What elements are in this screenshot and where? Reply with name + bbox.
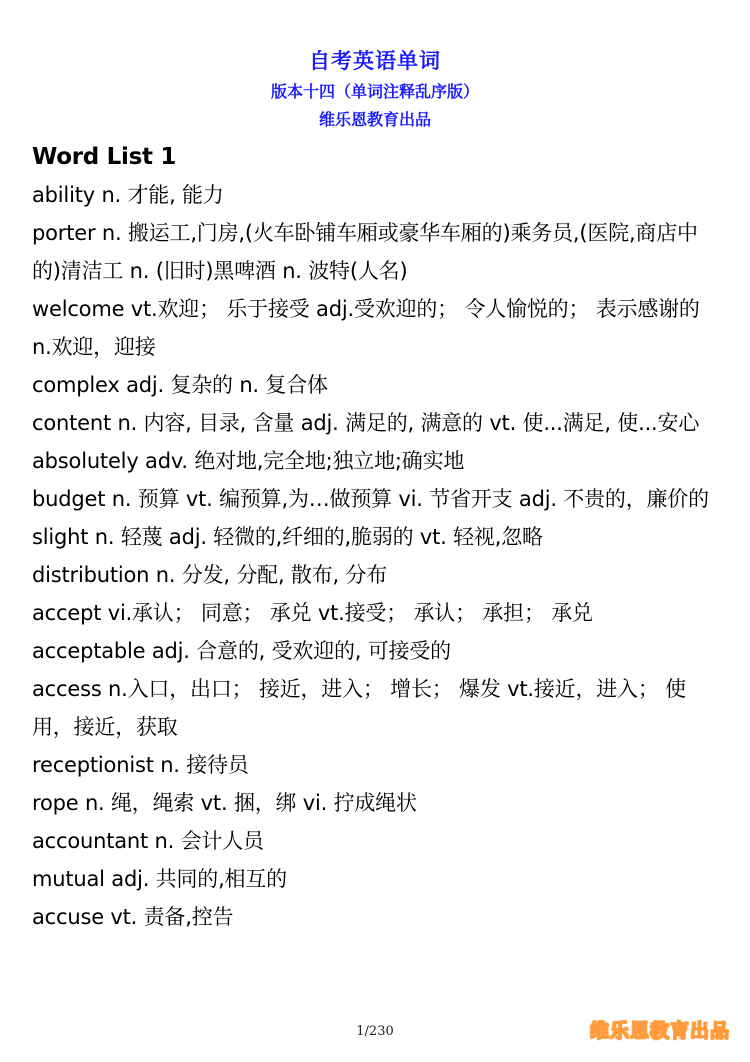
document-title: 自考英语单词: [309, 49, 441, 73]
word-entry-mutual: mutual adj. 共同的,相互的: [32, 867, 287, 891]
word-entry-porter: porter n. 搬运工,门房,(火车卧铺车厢或豪华车厢的)乘务员,(医院,商店中的)清洁工 n. (旧时)黑啤酒 n. 波特(人名): [32, 221, 698, 283]
word-entry-rope: rope n. 绳，绳索 vt. 捆，绑 vi. 拧成绳状: [32, 791, 417, 815]
word-entry-content: content n. 内容, 目录, 含量 adj. 满足的, 满意的 vt. 使...满足, 使...安心: [32, 411, 700, 435]
word-entry-acceptable: acceptable adj. 合意的, 受欢迎的, 可接受的: [32, 639, 451, 663]
word-entry-distribution: distribution n. 分发, 分配, 散布, 分布: [32, 563, 388, 587]
word-entry-receptionist: receptionist n. 接待员: [32, 753, 249, 777]
document-subtitle: 版本十四（单词注释乱序版）: [270, 82, 479, 101]
word-list: [32, 138, 722, 936]
word-entry-budget: budget n. 预算 vt. 编预算,为…做预算 vi. 节省开支 adj. 不贵的，廉价的: [32, 487, 709, 511]
page-number: 1/230: [356, 1024, 394, 1039]
word-entry-accept: accept vi.承认； 同意； 承兑 vt.接受； 承认； 承担； 承兑: [32, 601, 593, 625]
word-entry-accuse: accuse vt. 责备,控告: [32, 905, 234, 929]
word-entry-welcome: welcome vt.欢迎； 乐于接受 adj.受欢迎的； 令人愉悦的； 表示感谢的 n.欢迎，迎接: [32, 297, 700, 359]
document-header: [0, 44, 750, 134]
word-entry-absolutely: absolutely adv. 绝对地,完全地;独立地;确实地: [32, 449, 465, 473]
word-entry-access: access n.入口，出口； 接近，进入； 增长； 爆发 vt.接近，进入； 使用，接近，获取: [32, 677, 686, 739]
document-publisher: 维乐恩教育出品: [318, 110, 431, 129]
word-entry-ability: ability n. 才能, 能力: [32, 183, 224, 207]
word-entry-accountant: accountant n. 会计人员: [32, 829, 264, 853]
word-list-heading: Word List 1: [32, 144, 177, 170]
word-entry-complex: complex adj. 复杂的 n. 复合体: [32, 373, 328, 397]
word-entry-slight: slight n. 轻蔑 adj. 轻微的,纤细的,脆弱的 vt. 轻视,忽略: [32, 525, 543, 549]
publisher-watermark: 维乐恩教育出品: [589, 1020, 730, 1042]
